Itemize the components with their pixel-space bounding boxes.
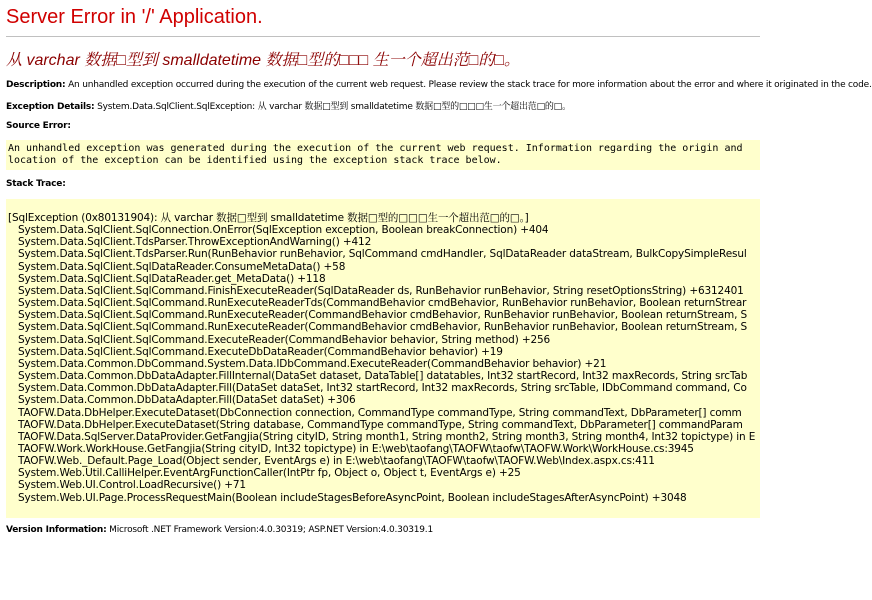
- stack-frame-line: System.Data.SqlClient.SqlDataReader.get_MetaData() +118: [18, 272, 326, 285]
- version-information-text: Microsoft .NET Framework Version:4.0.30319; ASP.NET Version:4.0.30319.1: [106, 525, 433, 535]
- version-information-label: Version Information:: [6, 525, 107, 535]
- stack-frame-line: System.Data.SqlClient.SqlCommand.FinishExecuteReader(SqlDataReader ds, RunBehavior runBehavior, String resetOptionsString) +6312401: [18, 284, 744, 297]
- stack-frame-line: TAOFW.Work.WorkHouse.GetFangjia(String cityID, Int32 topictype) in E:\web\taofang\TAOFW\taofw\TAOFW.Work\WorkHouse.cs:3945: [18, 442, 694, 455]
- stack-frame-line: System.Data.Common.DbDataAdapter.Fill(DataSet dataSet, Int32 startRecord, Int32 maxRecords, String srcTable, IDbCommand command, Co: [18, 382, 747, 395]
- title-divider: [6, 36, 760, 37]
- stack-frame-line: TAOFW.Data.DbHelper.ExecuteDataset(DbConnection connection, CommandType commandType, String commandText, DbParameter[] comm: [18, 406, 742, 419]
- error-message-heading: 从 varchar 数据□型到 smalldatetime 数据□型的□□□ 生一个超出范□的□。: [6, 52, 520, 69]
- stack-frame-line: System.Data.SqlClient.SqlConnection.OnError(SqlException exception, Boolean breakConnection) +404: [18, 224, 549, 237]
- stack-frame-line: TAOFW.Data.SqlServer.DataProvider.GetFangjia(String cityID, String month1, String month2, String month3, String month4, Int32 topictype) in E: [18, 430, 756, 443]
- stack-frame-line: System.Data.SqlClient.TdsParser.ThrowExceptionAndWarning() +412: [18, 236, 372, 249]
- version-information-line: [6, 525, 433, 535]
- stack-frame-line: System.Data.SqlClient.SqlDataReader.ConsumeMetaData() +58: [18, 260, 346, 273]
- stack-trace-heading: Stack Trace:: [6, 179, 66, 189]
- exception-details-line: [6, 99, 571, 112]
- stack-frame-line: TAOFW.Data.DbHelper.ExecuteDataset(String database, CommandType commandType, String commandText, DbParameter[] commandParam: [18, 418, 743, 431]
- stack-frame-line: System.Data.SqlClient.TdsParser.Run(RunBehavior runBehavior, SqlCommand cmdHandler, SqlDataReader dataStream, BulkCopySimpleResul: [18, 248, 747, 261]
- stack-frame-line: System.Data.Common.DbCommand.System.Data.IDbCommand.ExecuteReader(CommandBehavior behavior) +21: [18, 357, 607, 370]
- source-error-heading: Source Error:: [6, 121, 71, 131]
- stack-trace-box: [6, 199, 760, 518]
- exception-details-label: Exception Details:: [6, 102, 95, 112]
- stack-frame-line: System.Data.Common.DbDataAdapter.Fill(DataSet dataSet) +306: [18, 394, 356, 407]
- stack-frame-line: System.Web.UI.Control.LoadRecursive() +71: [18, 479, 246, 492]
- stack-frame-line: System.Data.SqlClient.SqlCommand.ExecuteDbDataReader(CommandBehavior behavior) +19: [18, 345, 503, 358]
- stack-trace-header: [SqlException (0x80131904): 从 varchar 数据□型到 smalldatetime 数据□型的□□□生一个超出范□的□。]: [8, 212, 529, 224]
- stack-frame-list: [8, 224, 760, 504]
- stack-frame-line: System.Web.Util.CalliHelper.EventArgFunctionCaller(IntPtr fp, Object o, Object t, EventArgs e) +25: [18, 467, 521, 480]
- stack-frame-line: System.Data.SqlClient.SqlCommand.RunExecuteReader(CommandBehavior cmdBehavior, RunBehavior runBehavior, Boolean returnStream, S: [18, 321, 747, 334]
- page-title: Server Error in '/' Application.: [6, 6, 263, 28]
- stack-frame-line: System.Data.Common.DbDataAdapter.FillInternal(DataSet dataset, DataTable[] datatables, Int32 startRecord, Int32 maxRecords, String srcTab: [18, 370, 748, 383]
- stack-frame-line: TAOFW.Web._Default.Page_Load(Object sender, EventArgs e) in E:\web\taofang\TAOFW\taofw\TAOFW.Web\Index.aspx.cs:411: [18, 455, 655, 468]
- description-line: [6, 80, 872, 90]
- stack-frame-line: System.Data.SqlClient.SqlCommand.RunExecuteReaderTds(CommandBehavior cmdBehavior, RunBehavior runBehavior, Boolean returnStrear: [18, 297, 747, 310]
- exception-details-text: System.Data.SqlClient.SqlException: 从 varchar 数据□型到 smalldatetime 数据□型的□□□生一个超出范□的□。: [94, 102, 571, 112]
- stack-frame-line: System.Web.UI.Page.ProcessRequestMain(Boolean includeStagesBeforeAsyncPoint, Boolean includeStagesAfterAsyncPoint) +3048: [18, 491, 687, 504]
- description-label: Description:: [6, 80, 66, 90]
- stack-frame-line: System.Data.SqlClient.SqlCommand.RunExecuteReader(CommandBehavior cmdBehavior, RunBehavior runBehavior, Boolean returnStream, S: [18, 309, 747, 322]
- description-text: An unhandled exception occurred during the execution of the current web request. Please review the stack trace for more information about the error and where it originated in the code.: [65, 80, 872, 90]
- stack-frame-line: System.Data.SqlClient.SqlCommand.ExecuteReader(CommandBehavior behavior, String method) +256: [18, 333, 551, 346]
- source-error-box: An unhandled exception was generated during the execution of the current web request. Information regarding the origin and location of the exception can be identified using the exception stack trace below.: [6, 140, 760, 170]
